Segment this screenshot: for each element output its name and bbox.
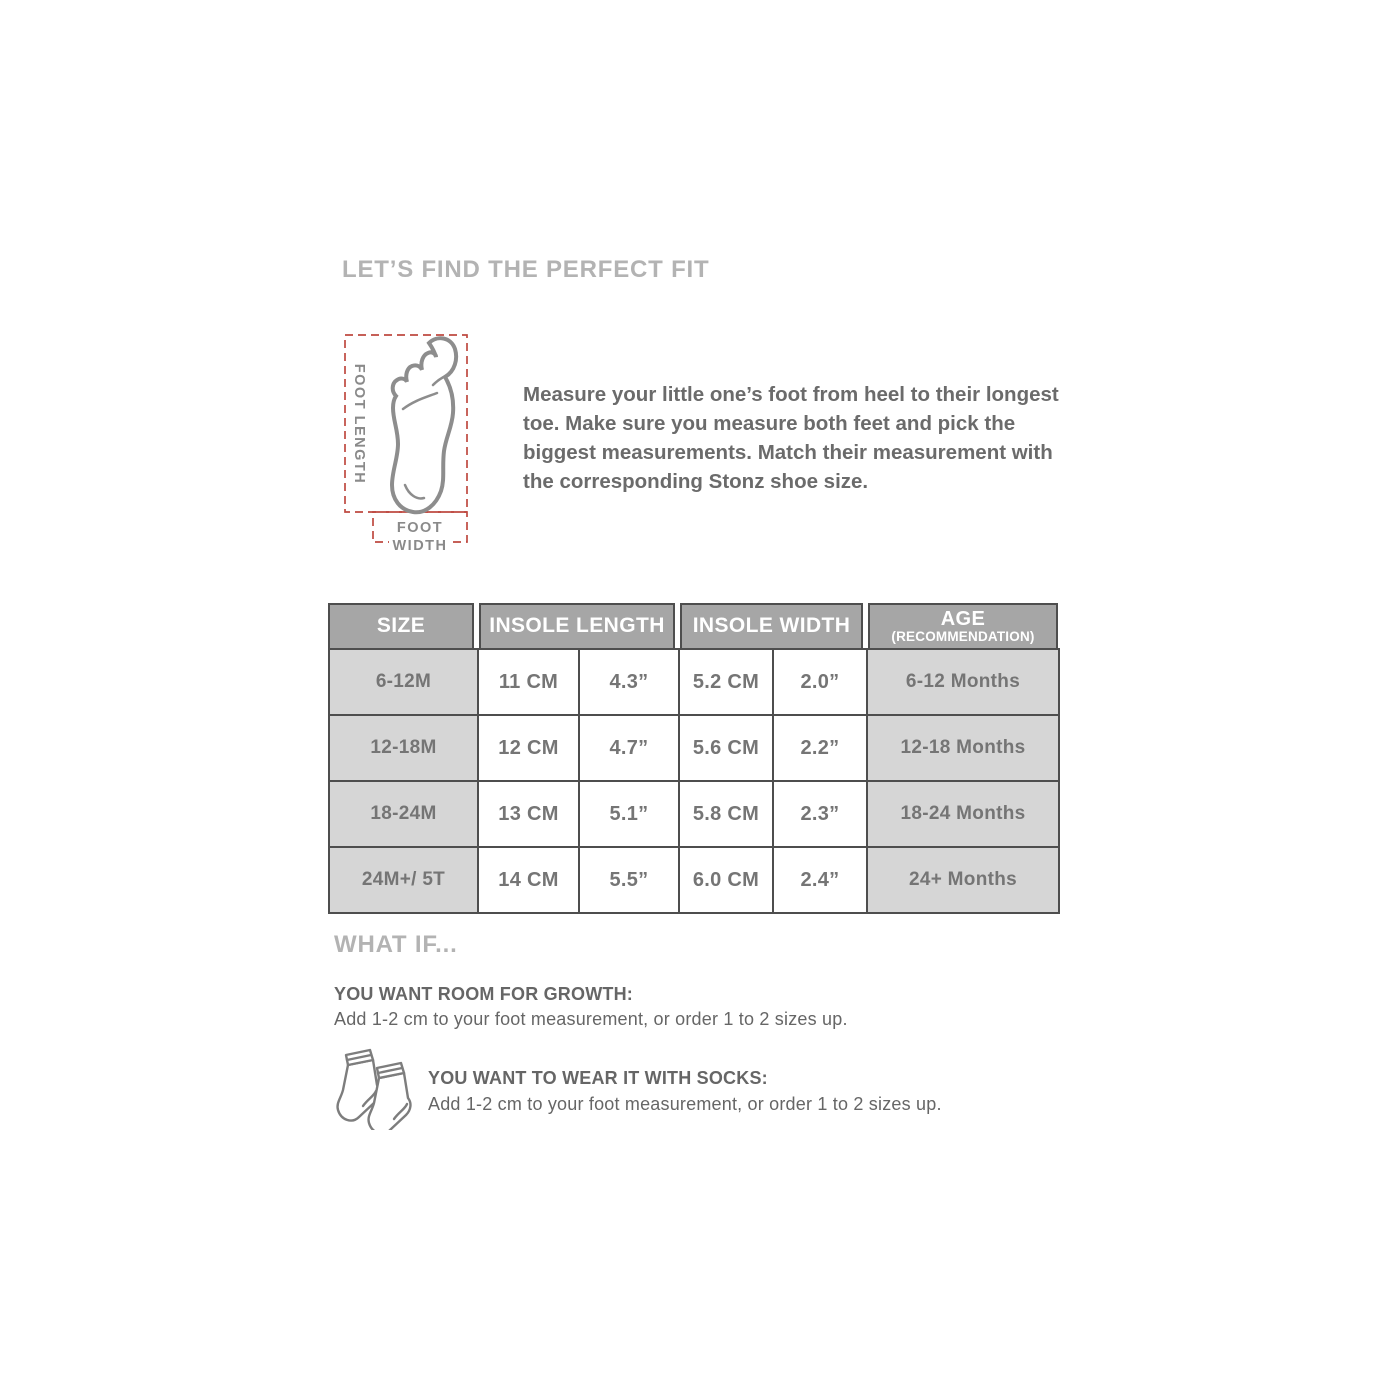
foot-diagram-icon	[333, 327, 478, 557]
width-cm-cell: 5.2 CM	[679, 649, 773, 715]
page-title: LET’S FIND THE PERFECT FIT	[342, 256, 710, 283]
header-insole-length: INSOLE LENGTH	[479, 603, 675, 650]
length-cm-cell: 12 CM	[478, 715, 579, 781]
age-cell: 18-24 Months	[867, 781, 1059, 847]
socks-tip-title: YOU WANT TO WEAR IT WITH SOCKS:	[428, 1068, 768, 1088]
table-row	[329, 781, 1059, 847]
age-cell: 6-12 Months	[867, 649, 1059, 715]
measuring-instructions: Measure your little one’s foot from heel to their longest toe. Make sure you measure both feet and pick the biggest measurements. Match their measurement with the corresponding Stonz shoe size.	[523, 383, 1059, 493]
socks-icon	[335, 1046, 427, 1130]
table-row	[329, 715, 1059, 781]
size-chart-header-row	[328, 603, 1058, 650]
width-cm-cell: 6.0 CM	[679, 847, 773, 913]
width-in-cell: 2.0”	[773, 649, 867, 715]
table-row	[329, 847, 1059, 913]
growth-tip-title: YOU WANT ROOM FOR GROWTH:	[334, 984, 633, 1004]
size-chart-body	[328, 648, 1060, 914]
length-in-cell: 5.1”	[579, 781, 679, 847]
foot-measure-diagram	[333, 327, 478, 557]
what-if-heading: WHAT IF...	[334, 931, 458, 958]
table-row	[329, 649, 1059, 715]
size-chart-table	[328, 603, 1058, 914]
header-size: SIZE	[328, 603, 474, 650]
size-cell: 12-18M	[329, 715, 478, 781]
length-cm-cell: 14 CM	[478, 847, 579, 913]
foot-width-label-line2: WIDTH	[392, 538, 448, 554]
foot-width-label-line1: FOOT	[396, 520, 444, 536]
size-cell: 18-24M	[329, 781, 478, 847]
length-cm-cell: 13 CM	[478, 781, 579, 847]
width-in-cell: 2.2”	[773, 715, 867, 781]
size-cell: 6-12M	[329, 649, 478, 715]
width-cm-cell: 5.8 CM	[679, 781, 773, 847]
length-in-cell: 5.5”	[579, 847, 679, 913]
width-cm-cell: 5.6 CM	[679, 715, 773, 781]
socks-tip-text: Add 1-2 cm to your foot measurement, or order 1 to 2 sizes up.	[428, 1094, 942, 1114]
width-in-cell: 2.3”	[773, 781, 867, 847]
header-age: AGE (RECOMMENDATION)	[868, 603, 1058, 650]
foot-length-label: FOOT LENGTH	[351, 363, 367, 485]
length-in-cell: 4.3”	[579, 649, 679, 715]
header-insole-width: INSOLE WIDTH	[680, 603, 863, 650]
socks-icon-svg	[335, 1046, 427, 1130]
age-cell: 12-18 Months	[867, 715, 1059, 781]
width-in-cell: 2.4”	[773, 847, 867, 913]
length-cm-cell: 11 CM	[478, 649, 579, 715]
growth-tip-text: Add 1-2 cm to your foot measurement, or order 1 to 2 sizes up.	[334, 1009, 848, 1029]
length-in-cell: 4.7”	[579, 715, 679, 781]
age-cell: 24+ Months	[867, 847, 1059, 913]
size-cell: 24M+/ 5T	[329, 847, 478, 913]
